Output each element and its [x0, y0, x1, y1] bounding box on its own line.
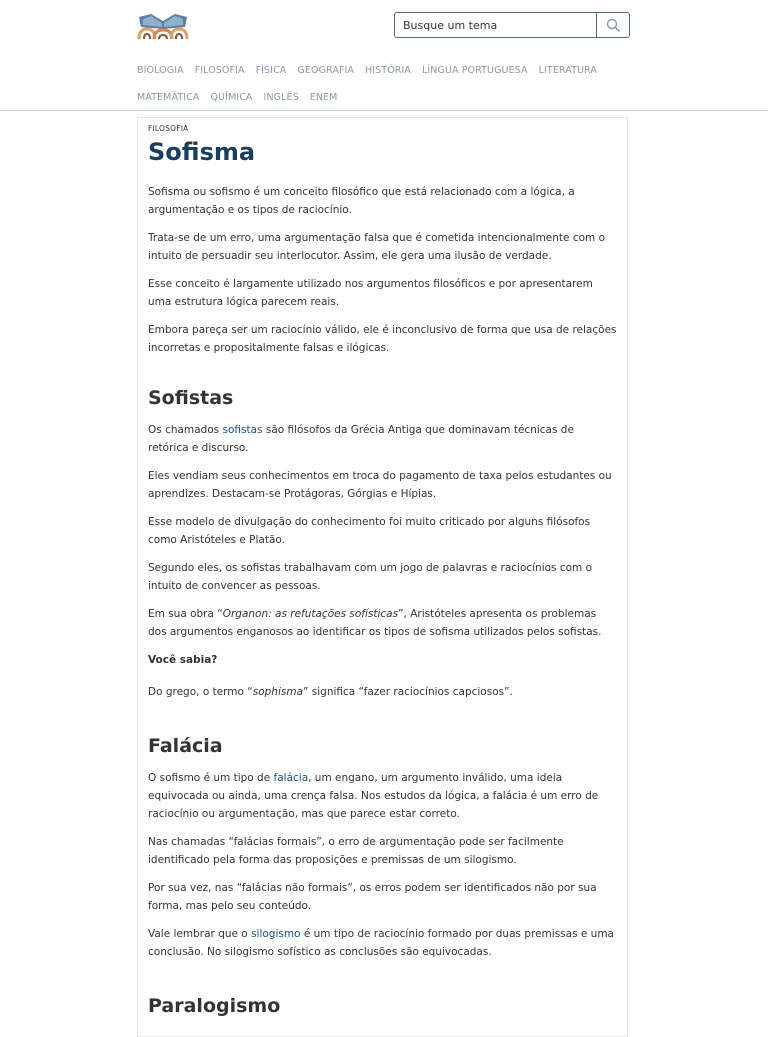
search-icon — [606, 18, 620, 32]
nav-item-enem[interactable]: ENEM — [309, 91, 338, 103]
nav-item-matematica[interactable]: MATEMÁTICA — [137, 91, 200, 103]
search-button[interactable] — [596, 13, 629, 37]
site-header — [0, 0, 768, 111]
falacia-paragraph-1: O sofismo é um tipo de falácia, um engano, um argumento inválido, uma ideia equivocada ou ainda, uma crença falsa. Nos estudos da lógica, a falácia é um erro de raciocínio ou argumentação, mas que parece estar correto. — [148, 772, 599, 820]
did-you-know-title: Você sabia? — [148, 654, 218, 666]
nav-row-2 — [137, 87, 637, 107]
nav-item-quimica[interactable]: QUÍMICA — [210, 91, 253, 103]
nav-item-ingles[interactable]: INGLÊS — [263, 91, 299, 103]
sofistas-paragraph-5: Em sua obra “Organon: as refutações sofísticas”, Aristóteles apresenta os problemas dos argumentos enganosos ao identificar os tipos de sofisma utilizados pelos sofistas. — [148, 608, 602, 638]
nav-row-1 — [137, 60, 637, 80]
did-you-know-text: Do grego, o termo “sophisma” significa “fazer raciocínios capciosos”. — [148, 686, 513, 698]
section-heading-falacia: Falácia — [148, 735, 223, 757]
subject-nav — [137, 60, 637, 114]
nav-item-filosofia[interactable]: FILOSOFIA — [194, 64, 245, 76]
intro-paragraph-1: Sofisma ou sofismo é um conceito filosófico que está relacionado com a lógica, a argumentação e os tipos de raciocínio. — [148, 186, 575, 216]
article-title: Sofisma — [148, 138, 256, 166]
sofistas-paragraph-2: Eles vendiam seus conhecimentos em troca do pagamento de taxa pelos estudantes ou aprendizes. Destacam-se Protágoras, Górgias e Hípias. — [148, 470, 612, 500]
nav-item-lingua-portuguesa[interactable]: LÍNGUA PORTUGUESA — [421, 64, 528, 76]
intro-paragraph-3: Esse conceito é largamente utilizado nos argumentos filosóficos e por apresentarem uma estrutura lógica parecem reais. — [148, 278, 593, 308]
article-card — [137, 117, 628, 1037]
section-heading-paralogismo: Paralogismo — [148, 995, 281, 1017]
nav-item-biologia[interactable]: BIOLOGIA — [137, 64, 184, 76]
nav-item-geografia[interactable]: GEOGRAFIA — [297, 64, 355, 76]
nav-item-historia[interactable]: HISTÓRIA — [365, 64, 411, 76]
intro-paragraph-4: Embora pareça ser um raciocínio válido, ele é inconclusivo de forma que usa de relações incorretas e propositalmente falsas e ilógicas. — [148, 324, 617, 354]
falacia-paragraph-3: Por sua vez, nas “falácias não formais”, os erros podem ser identificados não por sua forma, mas pelo seu conteúdo. — [148, 882, 597, 912]
intro-paragraph-2: Trata-se de um erro, uma argumentação falsa que é cometida intencionalmente com o intuito de persuadir seu interlocutor. Assim, ele gera uma ilusão de verdade. — [148, 232, 606, 262]
sofistas-paragraph-1: Os chamados sofistas são filósofos da Grécia Antiga que dominavam técnicas de retórica e discurso. — [148, 424, 574, 454]
link-falacia[interactable]: falácia — [273, 772, 309, 784]
sofistas-paragraph-4: Segundo eles, os sofistas trabalhavam com um jogo de palavras e raciocínios com o intuito de convencer as pessoas. — [148, 562, 593, 592]
falacia-paragraph-2: Nas chamadas “falácias formais”, o erro de argumentação pode ser facilmente identificado pela forma das proposições e premissas de um silogismo. — [148, 836, 564, 866]
falacia-paragraph-4: Vale lembrar que o silogismo é um tipo de raciocínio formado por duas premissas e uma conclusão. No silogismo sofístico as conclusões são equivocadas. — [148, 928, 614, 958]
nav-item-literatura[interactable]: LITERATURA — [538, 64, 597, 76]
article-category[interactable]: FILOSOFIA — [148, 124, 189, 133]
site-logo[interactable] — [137, 11, 189, 41]
link-silogismo[interactable]: silogismo — [251, 928, 301, 940]
search-box — [394, 12, 630, 38]
link-sofistas[interactable]: sofistas — [222, 424, 263, 436]
nav-item-fisica[interactable]: FÍSICA — [255, 64, 287, 76]
section-heading-sofistas: Sofistas — [148, 387, 234, 409]
book-logo-icon — [137, 11, 189, 41]
search-input[interactable] — [395, 13, 597, 37]
sofistas-paragraph-3: Esse modelo de divulgação do conhecimento foi muito criticado por alguns filósofos como Aristóteles e Platão. — [148, 516, 591, 546]
